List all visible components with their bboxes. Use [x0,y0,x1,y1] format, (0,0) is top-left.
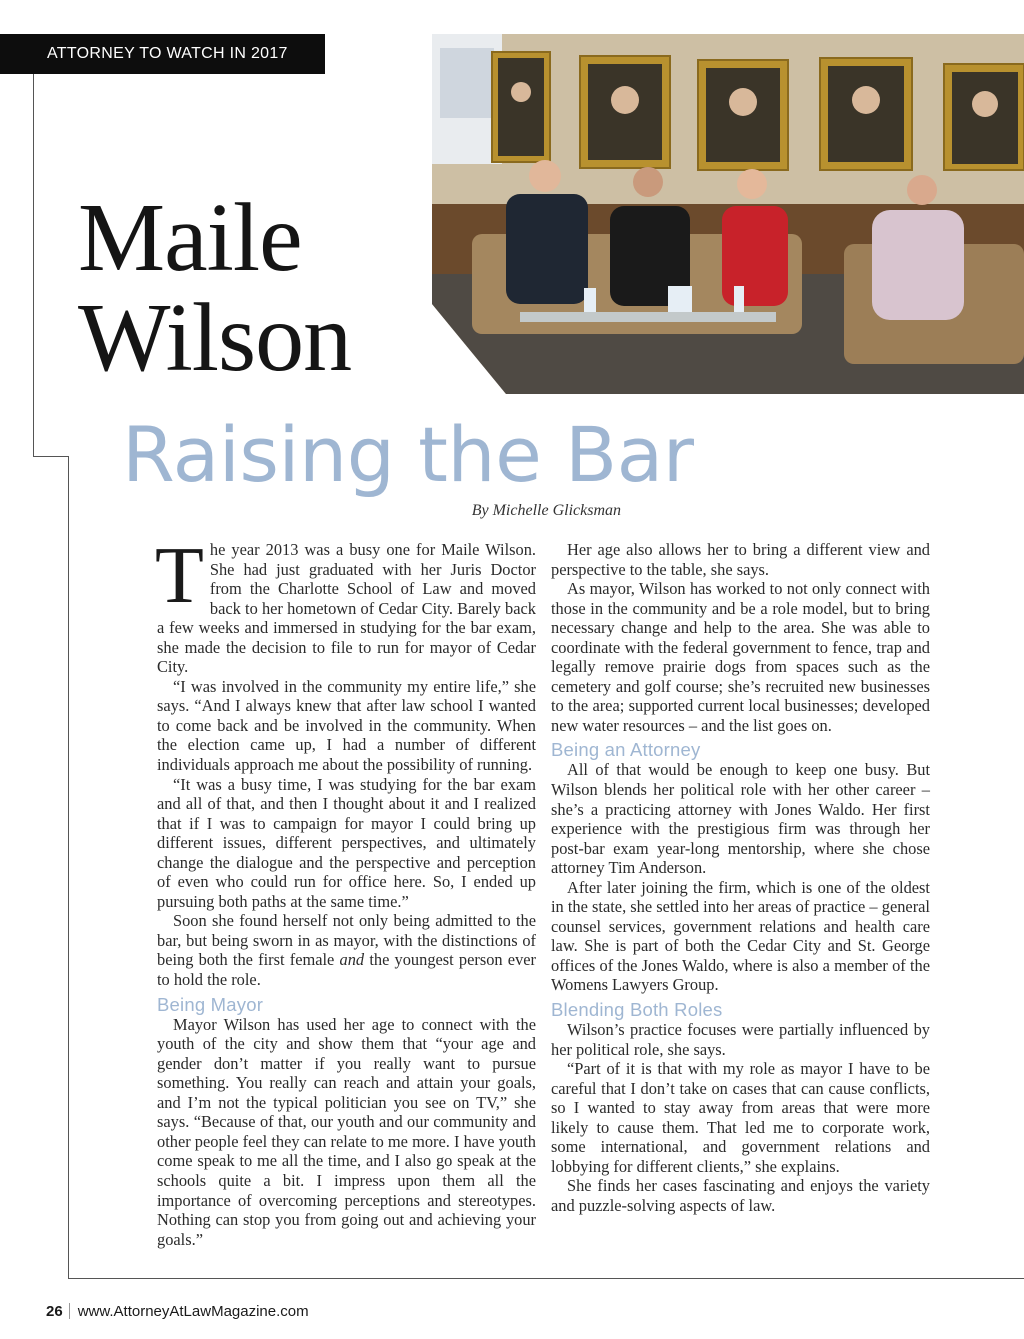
page-footer [46,1303,309,1320]
magazine-website: www.AttorneyAtLawMagazine.com [77,1303,309,1320]
frame-rule-left-lower [68,456,69,1278]
paragraph: Wilson’s practice focuses were partially influenced by her political role, she says. [551,1020,930,1059]
paragraph: The year 2013 was a busy one for Maile Wilson. She had just graduated with her Juris Doctor from the Charlotte School of Law and moved back to her hometown of Cedar City. Barely back a few weeks and immersed in studying for the bar exam, she made the decision to file to run for mayor of Cedar City. [155,532,536,677]
subject-first-name: Maile [78,184,302,292]
paragraph: As mayor, Wilson has worked to not only connect with those in the community and be a role model, but to bring necessary change and help to the area. She was able to coordinate with the federal government to fence, trap and legally remove prairie dogs from spaces such as the cemetery and golf course; she’s recruited new businesses to the area; supported current local businesses; developed new water resources – and the list goes on. [551,579,930,735]
article-column-left [155,532,536,1249]
subject-last-name: Wilson [78,284,352,392]
page-number: 26 [46,1303,63,1320]
paragraph: “I was involved in the community my entire life,” she says. “And I always knew that after law school I wanted to come back and be involved in the community. When the election came up, I had a number of different individuals approach me about the possibility of running. [157,676,536,775]
paragraph: After later joining the firm, which is one of the oldest in the state, she settled into her areas of practice – general counsel services, government relations and health care law. She is part of both the Cedar City and St. George offices of the Jones Waldo, where is also a member of the Womens Lawyers Group. [551,877,930,995]
paragraph: Soon she found herself not only being admitted to the bar, but being sworn in as mayor, with the distinctions of being both the first female and the youngest person ever to hold the role. [157,911,536,990]
paragraph: “Part of it is that with my role as mayor I have to be careful that I don’t take on cases that can cause conflicts, so I wanted to stay away from areas that were more likely to cause them. That led me to corporate work, some international, and government relations and lobbying for different clients,” she explains. [551,1059,930,1176]
subject-name [78,184,352,392]
section-heading-being-mayor: Being Mayor [157,993,264,1015]
article-byline: By Michelle Glicksman [471,502,621,519]
paragraph: Her age also allows her to bring a different view and perspective to the table, she says. [551,540,930,579]
panel-discussion-photo [432,34,1024,394]
drop-cap: T [155,532,204,620]
section-heading-being-an-attorney: Being an Attorney [551,739,701,761]
frame-rule-step [33,456,68,457]
article-column-right [551,540,930,1216]
paragraph: All of that would be enough to keep one busy. But Wilson blends her political role with her other career – she’s a practicing attorney with Jones Waldo. Her first experience with the prestigious firm was through her post-bar exam year-long mentorship, where she chose attorney Tim Anderson. [551,760,930,878]
article-headline: Raising the Bar [122,410,694,499]
paragraph: Mayor Wilson has used her age to connect with the youth of the city and show them that “your age and gender don’t matter if you really want to pursue something. You really can reach and attain your goals, and I’m not the typical politician you see on TV,” she says. “Because of that, our youth and our community and other people feel they can relate to me more. I have youth come speak to me all the time, and I also go speak at the schools quite a bit. I impress upon them all the importance of overcoming perceptions and stereotypes. Nothing can stop you from going out and achieving your goals.” [157,1014,536,1249]
footer-divider [69,1303,70,1319]
paragraph: She finds her cases fascinating and enjoys the variety and puzzle-solving aspects of law. [551,1176,930,1215]
frame-rule-left [33,74,34,456]
paragraph: “It was a busy time, I was studying for the bar exam and all of that, and then I thought about it and I realized that if I was to campaign for mayor I could bring up different issues, different perspectives, and ultimately change the dialogue and the perspective and perception of even who could run for office here. So, I ended up pursuing both paths at the same time.” [157,774,536,911]
section-heading-blending-both-roles: Blending Both Roles [551,999,723,1021]
frame-rule-bottom [68,1278,1024,1279]
section-kicker: ATTORNEY TO WATCH IN 2017 [0,34,325,74]
